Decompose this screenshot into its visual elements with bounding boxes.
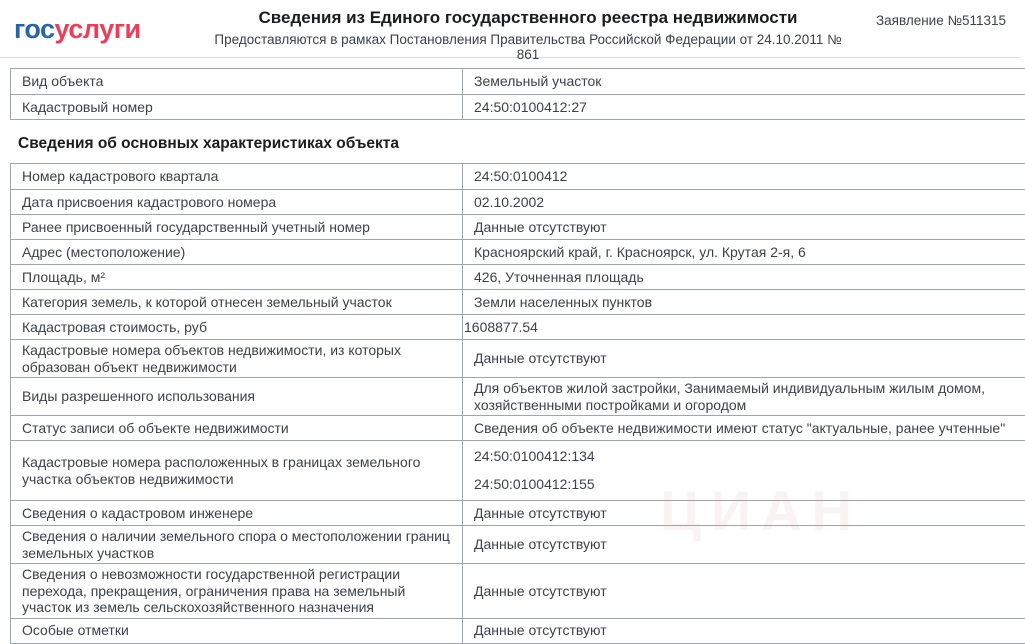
row-value: Данные отсутствуют	[474, 504, 607, 521]
table-row	[11, 440, 1025, 500]
table-row	[11, 377, 1025, 415]
row-value: Данные отсутствуют	[474, 536, 607, 553]
page-subtitle: Предоставляются в рамках Постановления Правительства Российской Федерации от 24.10.2011 № 861	[214, 32, 842, 62]
row-value: 426, Уточненная площадь	[474, 268, 644, 285]
row-value: 24:50:0100412:27	[474, 98, 587, 115]
row-label: Сведения о кадастровом инженере	[11, 501, 463, 525]
table-row	[11, 239, 1025, 264]
table-row	[11, 164, 1025, 189]
table-row	[11, 525, 1025, 563]
row-value: Данные отсутствуют	[474, 622, 607, 639]
row-label: Ранее присвоенный государственный учетный номер	[11, 215, 463, 239]
watermark: ЦИАН	[660, 479, 863, 542]
row-label: Сведения о наличии земельного спора о местоположении границ земельных участков	[11, 526, 463, 563]
application-number: Заявление №511315	[875, 13, 1006, 28]
logo-part-gos: гос	[14, 14, 55, 44]
row-label: Категория земель, к которой отнесен земельный участок	[11, 290, 463, 314]
row-value: Земли населенных пунктов	[474, 293, 653, 310]
logo-part-uslugi: услуги	[54, 14, 141, 44]
row-value: Красноярский край, г. Красноярск, ул. Крутая 2-я, 6	[474, 243, 806, 260]
table-row	[11, 500, 1025, 525]
row-value: Земельный участок	[474, 73, 602, 90]
row-label: Кадастровая стоимость, руб	[11, 315, 463, 339]
table-row	[11, 563, 1025, 618]
row-label: Адрес (местоположение)	[11, 240, 463, 264]
table-row	[11, 289, 1025, 314]
row-label: Виды разрешенного использования	[11, 378, 463, 415]
table-row	[11, 618, 1025, 643]
section-heading: Сведения об основных характеристиках объекта	[18, 135, 400, 152]
table-row	[11, 69, 1025, 94]
row-value: 02.10.2002	[474, 193, 545, 210]
row-label: Дата присвоения кадастрового номера	[11, 190, 463, 214]
table-row	[11, 189, 1025, 214]
row-label: Номер кадастрового квартала	[11, 164, 463, 189]
table-row	[11, 94, 1025, 119]
row-value: Сведения об объекте недвижимости имеют статус "актуальные, ранее учтенные"	[474, 419, 1006, 436]
object-summary-table	[10, 68, 1025, 120]
document-header	[0, 0, 1020, 62]
page-title: Сведения из Единого государственного реестра недвижимости	[258, 8, 798, 27]
row-label: Вид объекта	[11, 69, 463, 94]
row-value: Данные отсутствуют	[474, 582, 607, 599]
row-label: Сведения о невозможности государственной регистрации перехода, прекращения, ограничения права на земельный участок из земель сельскохозяйственного назначения	[11, 564, 463, 618]
row-label: Кадастровые номера расположенных в границах земельного участка объектов недвижимости	[11, 441, 463, 500]
table-row	[11, 214, 1025, 239]
row-label: Статус записи об объекте недвижимости	[11, 416, 463, 440]
row-label: Особые отметки	[11, 619, 463, 643]
row-value: Для объектов жилой застройки, Занимаемый индивидуальным жилым домом, хозяйственными постройками и огородом	[474, 380, 985, 413]
row-value: 24:50:0100412	[474, 168, 568, 185]
object-details-table	[10, 163, 1025, 644]
header-title-block	[210, 8, 846, 62]
table-row	[11, 339, 1025, 377]
table-row	[11, 264, 1025, 289]
table-row	[11, 415, 1025, 440]
row-value: Данные отсутствуют	[474, 218, 607, 235]
row-value: 24:50:0100412:134 24:50:0100412:155	[474, 448, 595, 492]
row-label: Кадастровые номера объектов недвижимости, из которых образован объект недвижимости	[11, 340, 463, 377]
table-row	[11, 314, 1025, 339]
row-label: Кадастровый номер	[11, 95, 463, 119]
row-value: 1608877.54	[464, 318, 538, 335]
row-value: Данные отсутствуют	[474, 350, 607, 367]
row-label: Площадь, м²	[11, 265, 463, 289]
gosuslugi-logo	[14, 8, 210, 45]
